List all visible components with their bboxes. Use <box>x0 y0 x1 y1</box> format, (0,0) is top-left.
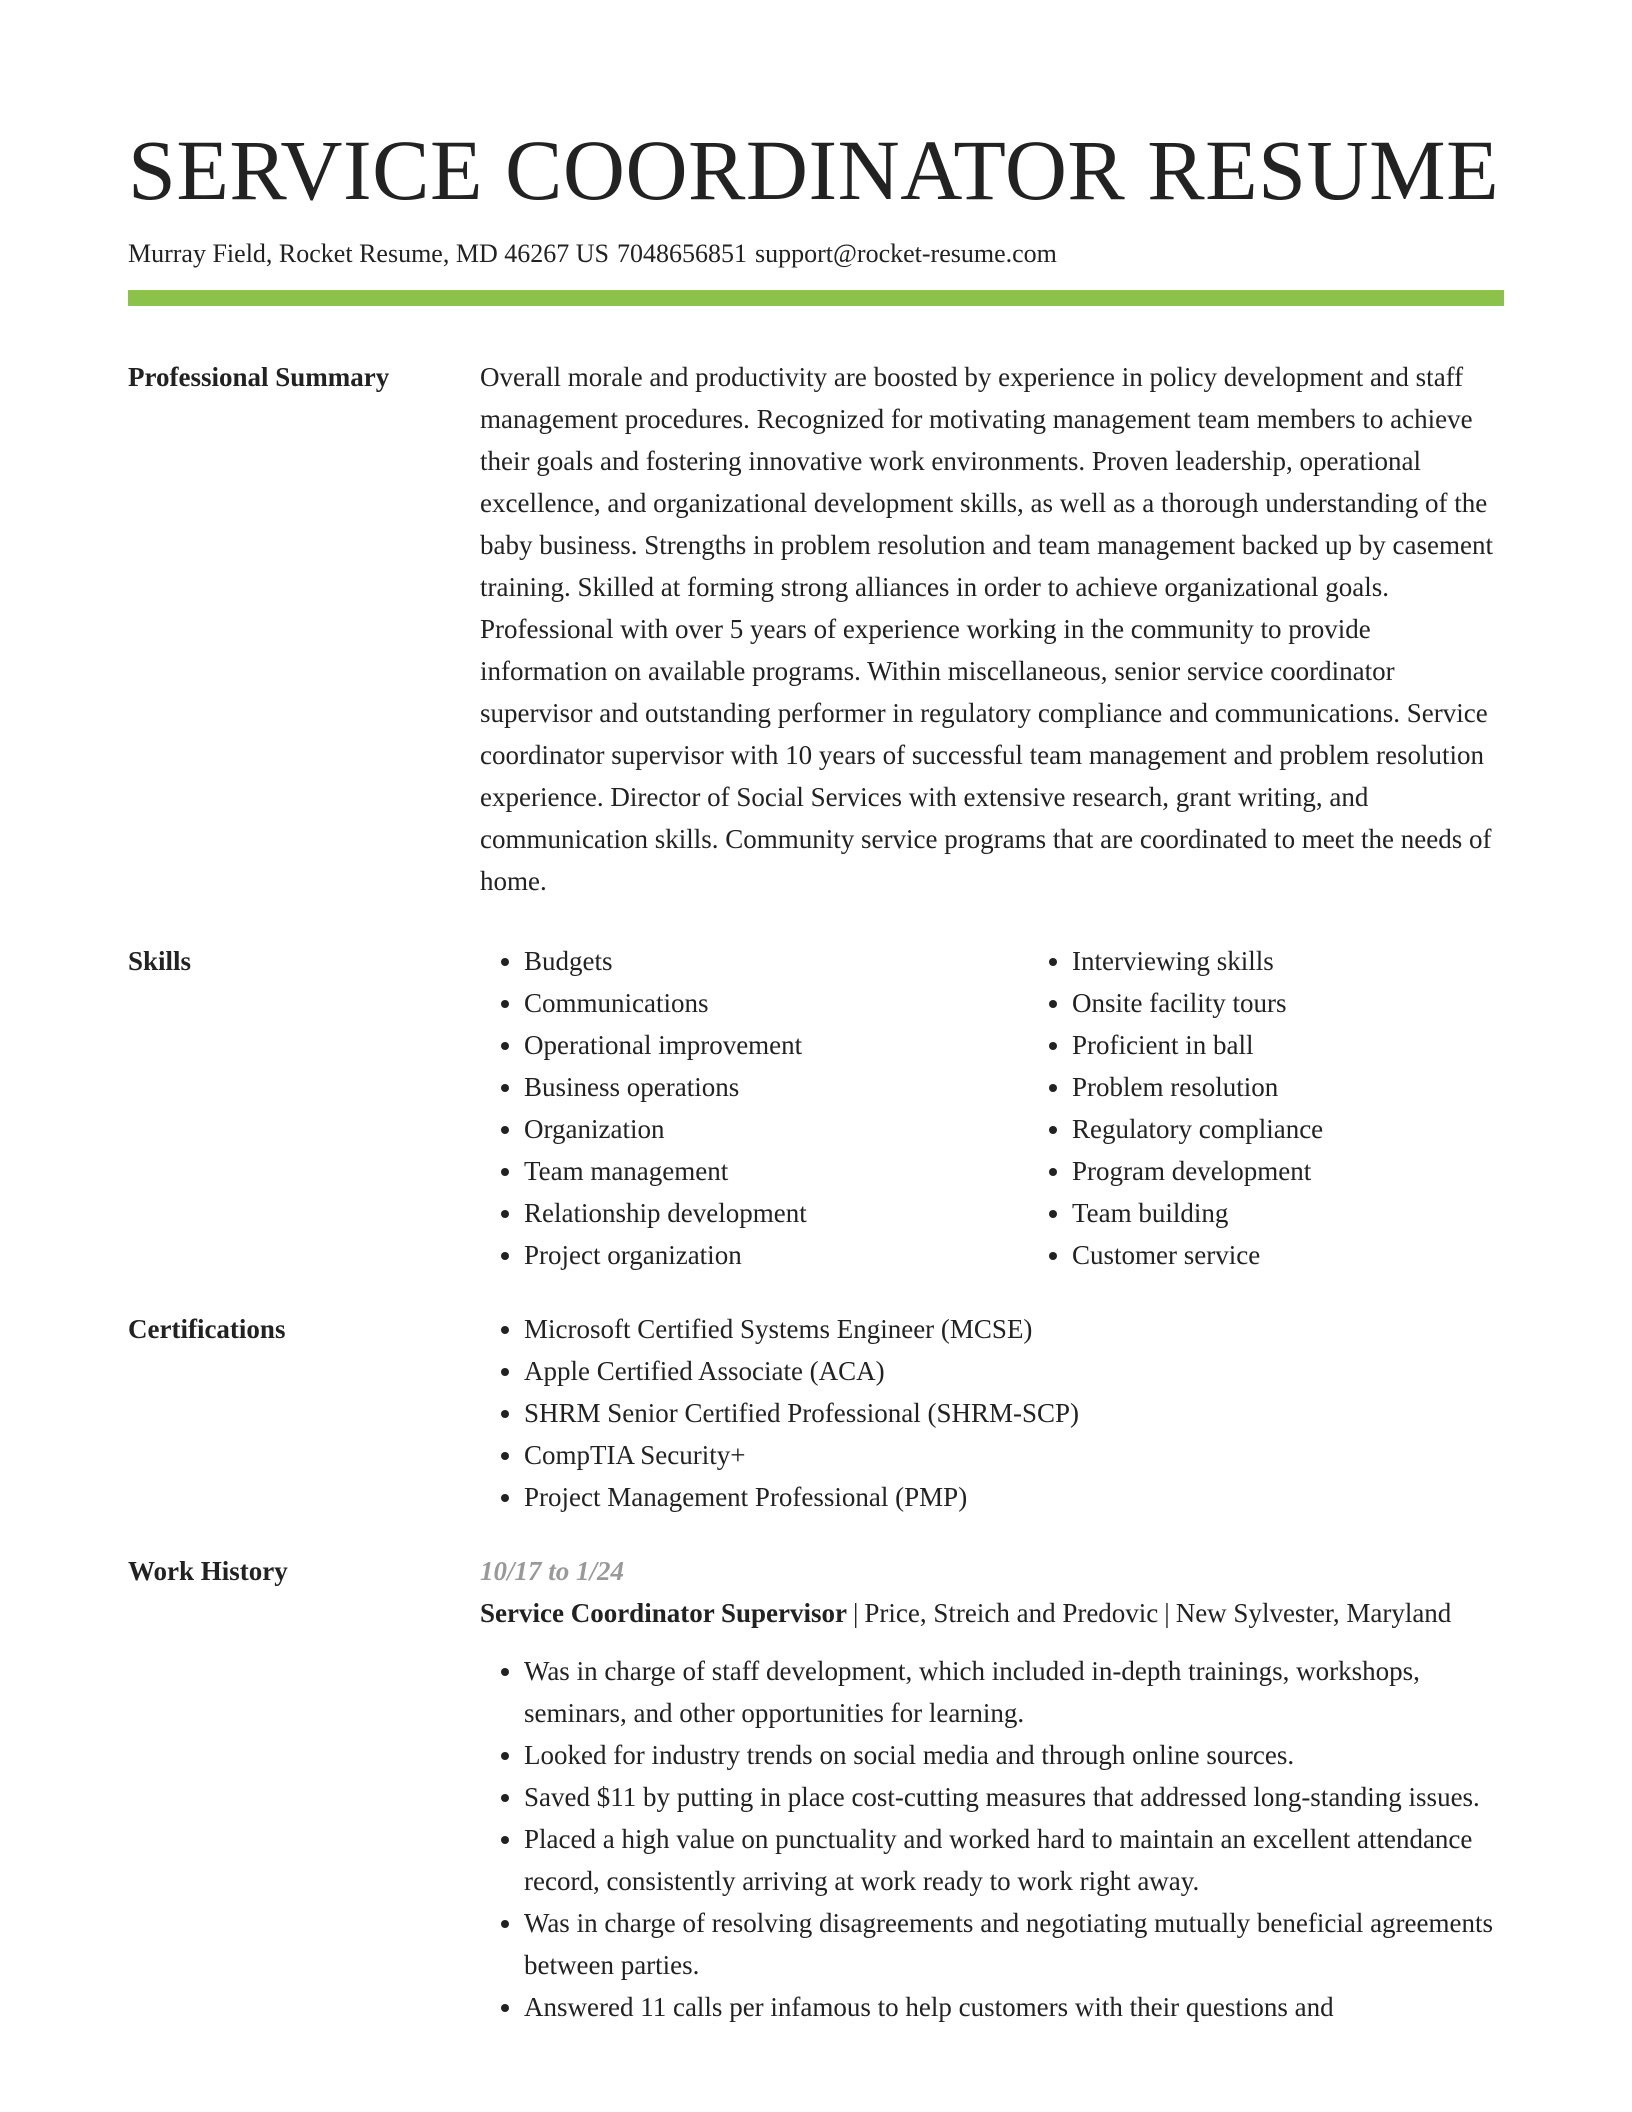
skill-item: • Business operations <box>524 1066 1028 1108</box>
skill-item: • Proficient in ball <box>1072 1024 1504 1066</box>
skill-item: • Operational improvement <box>524 1024 1028 1066</box>
skills-section <box>128 940 1504 1276</box>
skill-item: • Organization <box>524 1108 1028 1150</box>
work-history-section <box>128 1550 1504 2028</box>
job-bullet: • Placed a high value on punctuality and worked hard to maintain an excellent attendance record, consistently arriving at work ready to work right away. <box>524 1818 1504 1902</box>
skill-item: • Regulatory compliance <box>1072 1108 1504 1150</box>
job-bullet: • Saved $11 by putting in place cost-cutting measures that addressed long-standing issues. <box>524 1776 1504 1818</box>
resume-title: SERVICE COORDINATOR RESUME <box>128 122 1500 218</box>
certifications-label: Certifications <box>128 1314 286 1344</box>
certification-item: • SHRM Senior Certified Professional (SHRM-SCP) <box>524 1392 1504 1434</box>
skills-list-left <box>480 940 1028 1276</box>
skill-item: • Relationship development <box>524 1192 1028 1234</box>
job-bullet: • Was in charge of staff development, which included in-depth trainings, workshops, seminars, and other opportunities for learning. <box>524 1650 1504 1734</box>
contact-phone: 7048656851 <box>616 239 747 268</box>
skill-item: • Communications <box>524 982 1028 1024</box>
summary-section <box>128 356 1504 902</box>
job-bullet: • Looked for industry trends on social media and through online sources. <box>524 1734 1504 1776</box>
job-separator: | <box>852 1598 859 1628</box>
job-bullets <box>480 1650 1504 2028</box>
summary-label: Professional Summary <box>128 362 390 392</box>
skill-item: • Interviewing skills <box>1072 940 1504 982</box>
work-history-label: Work History <box>128 1556 288 1586</box>
job-bullet: • Answered 11 calls per infamous to help customers with their questions and <box>524 1986 1504 2028</box>
skill-item: • Team management <box>524 1150 1028 1192</box>
skill-item: • Program development <box>1072 1150 1504 1192</box>
certification-item: • Apple Certified Associate (ACA) <box>524 1350 1504 1392</box>
certifications-section <box>128 1308 1504 1518</box>
skills-list-right <box>1028 940 1504 1276</box>
job-title: Service Coordinator Supervisor <box>480 1598 847 1628</box>
certification-item: • Microsoft Certified Systems Engineer (MCSE) <box>524 1308 1504 1350</box>
skills-label: Skills <box>128 946 192 976</box>
skill-item: • Team building <box>1072 1192 1504 1234</box>
skill-item: • Budgets <box>524 940 1028 982</box>
job-bullet: • Was in charge of resolving disagreements and negotiating mutually beneficial agreements between parties. <box>524 1902 1504 1986</box>
job-company: Price, Streich and Predovic <box>864 1598 1159 1628</box>
resume-page <box>128 118 1504 2028</box>
summary-text: Overall morale and productivity are boosted by experience in policy development and staff management procedures. Recognized for motivating management team members to achieve their goals and fostering innovative work environments. Proven leadership, operational excellence, and organizational development skills, as well as a thorough understanding of the baby business. Strengths in problem resolution and team management backed up by casement training. Skilled at forming strong alliances in order to achieve organizational goals. Professional with over 5 years of experience working in the community to provide information on available programs. Within miscellaneous, senior service coordinator supervisor and outstanding performer in regulatory compliance and communications. Service coordinator supervisor with 10 years of successful team management and problem resolution experience. Director of Social Services with extensive research, grant writing, and communication skills. Community service programs that are coordinated to meet the needs of home. <box>480 362 1494 896</box>
skill-item: • Onsite facility tours <box>1072 982 1504 1024</box>
contact-address: Murray Field, Rocket Resume, MD 46267 US <box>128 239 609 268</box>
contact-line <box>128 238 1504 270</box>
job-heading <box>480 1592 1504 1634</box>
skill-item: • Customer service <box>1072 1234 1504 1276</box>
job-dates: 10/17 to 1/24 <box>480 1556 625 1586</box>
header-divider <box>128 290 1504 306</box>
job-location: New Sylvester, Maryland <box>1175 1598 1452 1628</box>
certification-item: • Project Management Professional (PMP) <box>524 1476 1504 1518</box>
contact-email: support@rocket-resume.com <box>754 239 1057 268</box>
skill-item: • Problem resolution <box>1072 1066 1504 1108</box>
certification-item: • CompTIA Security+ <box>524 1434 1504 1476</box>
skill-item: • Project organization <box>524 1234 1028 1276</box>
certifications-list <box>480 1308 1504 1518</box>
job-separator: | <box>1164 1598 1170 1628</box>
